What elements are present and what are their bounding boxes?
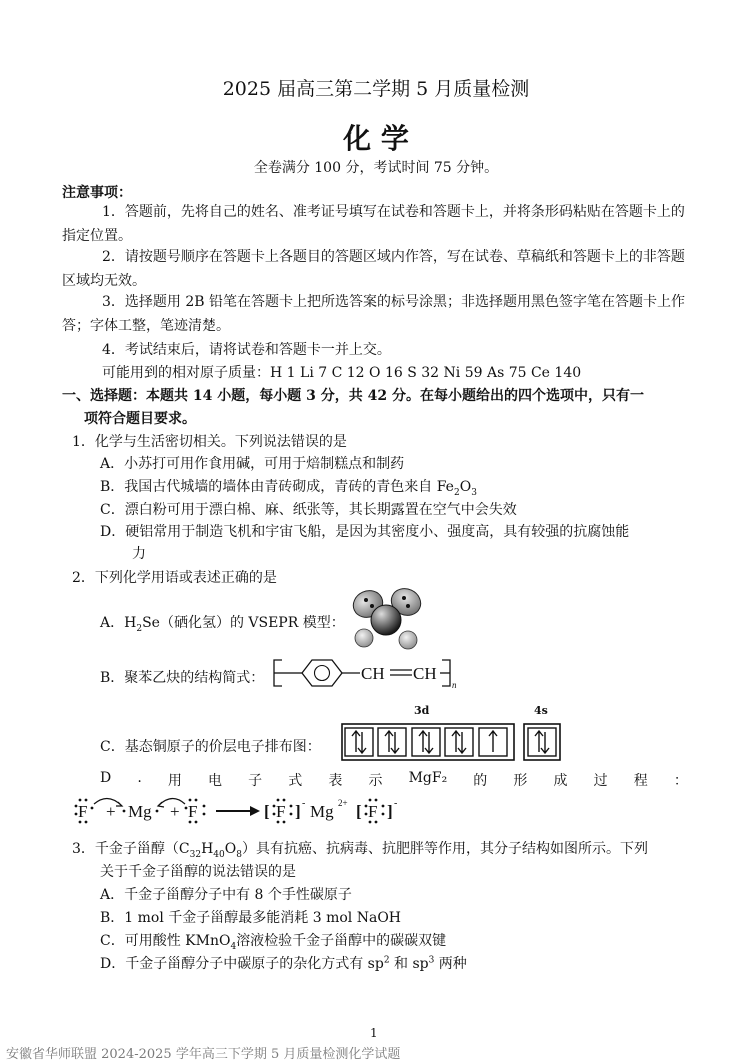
f-ion-2: F <box>368 802 378 821</box>
note-item-4: 4．考试结束后，请将试卷和答题卡一并上交。 <box>102 342 391 358</box>
plus-1: + <box>106 802 116 821</box>
q1-option-d-line2: 力 <box>132 546 146 562</box>
q2-option-a: A．$H_2Se$（硒化氢）的 VSEPR 模型： <box>100 615 345 634</box>
section1-line1: 一、选择题：本题共 14 小题，每小题 3 分，共 42 分。在每小题给出的四个选项中，只有一 <box>62 388 644 404</box>
q3-option-d: D．千金子甾醇分子中碳原子的杂化方式有 $sp^2$ 和 $sp^3$ 两种 <box>100 955 467 972</box>
q3-option-b: B．1 mol 千金子甾醇最多能消耗 3 mol NaOH <box>100 910 401 926</box>
exam-title: 2025 届高三第二学期 5 月质量检测 <box>222 78 530 100</box>
svg-text:]: ] <box>295 802 301 821</box>
q2-option-c: C．基态铜原子的价层电子排布图： <box>100 739 321 755</box>
orbital-label-4s: 4s <box>534 704 548 717</box>
q2-stem: 2．下列化学用语或表述正确的是 <box>72 570 277 586</box>
score-info: 全卷满分 100 分，考试时间 75 分钟。 <box>253 160 499 176</box>
q3-option-a: A．千金子甾醇分子中有 8 个手性碳原子 <box>100 887 352 903</box>
mgf2-electron-formula <box>66 794 426 830</box>
vsepr-model-image <box>344 584 430 656</box>
svg-text:[: [ <box>356 802 362 821</box>
note-item-1: 1．答题前，先将自己的姓名、准考证号填写在试卷和答题卡上，并将条形码粘贴在答题卡上的指定位置。 <box>62 204 685 244</box>
notes-heading: 注意事项： <box>62 185 132 201</box>
f-ion-1: F <box>276 802 286 821</box>
note-item-2: 2．请按题号顺序在答题卡上各题目的答题区域内作答，写在试卷、草稿纸和答题卡上的非答题区域均无效。 <box>62 249 685 289</box>
q2-option-d: D . 用 电 子 式 表 示 MgF₂ 的 形 成 过 程 ： <box>100 770 688 789</box>
note-item-3: 3．选择题用 2B 铅笔在答题卡上把所选答案的标号涂黑；非选择题用黑色签字笔在答题卡上作答；字体工整，笔迹清楚。 <box>62 294 686 334</box>
svg-text:]: ] <box>387 802 393 821</box>
q3-stem-line2: 关于千金子甾醇的说法错误的是 <box>100 864 296 880</box>
ch-label-1: CH <box>361 664 385 683</box>
orbital-label-3d: 3d <box>414 704 430 717</box>
minus-charge-1: - <box>302 798 306 809</box>
subject-title: 化 学 <box>343 122 409 155</box>
mg-atom: Mg <box>128 802 152 821</box>
mg-ion: Mg <box>310 802 334 821</box>
ch-label-2: CH <box>413 664 437 683</box>
q1-option-a: A．小苏打可用作食用碱，可用于焙制糕点和制药 <box>100 456 405 472</box>
plus-2: + <box>170 802 180 821</box>
section1-line2: 项符合题目要求。 <box>84 411 196 427</box>
minus-charge-2: - <box>394 798 398 809</box>
q1-stem: 1．化学与生活密切相关。下列说法错误的是 <box>72 434 347 450</box>
page-number: 1 <box>370 1026 378 1040</box>
polyphenylacetylene-structure <box>268 654 490 692</box>
q2-option-b: B．聚苯乙炔的结构简式： <box>100 670 265 686</box>
f-atom-1: F <box>78 802 88 821</box>
q3-stem-line1: 3．千金子甾醇$(C_{32}H_{40}O_8)$具有抗癌、抗病毒、抗肥胖等作用，其分子结构如图所示。下列 <box>72 841 648 860</box>
n-subscript: n <box>452 680 457 690</box>
q1-option-d-line1: D．硬铝常用于制造飞机和宇宙飞船，是因为其密度小、强度高，具有较强的抗腐蚀能 <box>100 524 630 540</box>
q3-option-c: C．可用酸性 KMnO$_4$溶液检验千金子甾醇中的碳碳双键 <box>100 933 447 952</box>
orbital-diagram <box>340 722 562 762</box>
source-watermark: 安徽省华师联盟 2024-2025 学年高三下学期 5 月质量检测化学试题 <box>6 1047 401 1062</box>
mg-charge: 2+ <box>338 798 348 808</box>
q1-option-b: B．我国古代城墙的墙体由青砖砌成，青砖的青色来自 $Fe_2O_3$ <box>100 479 477 498</box>
atomic-masses: 可能用到的相对原子质量：H 1 Li 7 C 12 O 16 S 32 Ni 59 As 75 Ce 140 <box>102 365 582 381</box>
q1-option-c: C．漂白粉可用于漂白棉、麻、纸张等，其长期露置在空气中会失效 <box>100 502 517 518</box>
f-atom-2: F <box>188 802 198 821</box>
svg-text:[: [ <box>264 802 270 821</box>
